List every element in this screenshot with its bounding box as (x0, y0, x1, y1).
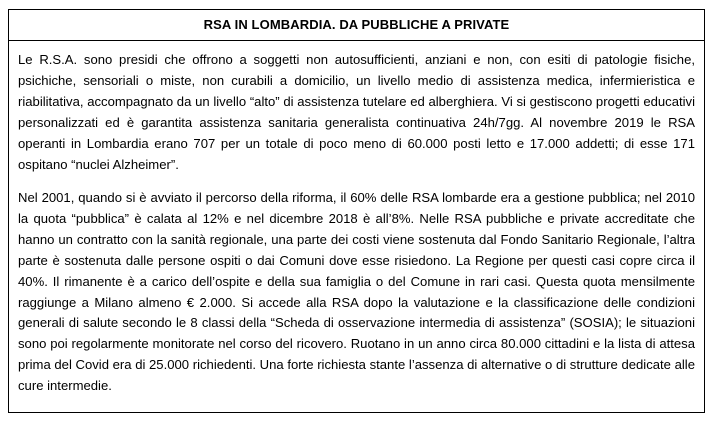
paragraph-history: Nel 2001, quando si è avviato il percorso della riforma, il 60% delle RSA lombarde era a gestione pubblica; nel 2010 la quota “pubblica” è calata al 12% e nel dicembre 2018 è all’8%. Nelle RSA pubbliche e private accreditate che hanno un contratto con la sanità regionale, una parte dei costi viene sostenuta dal Fondo Sanitario Regionale, l’altra parte è sostenuta dalle persone ospiti o dai Comuni dove esse risiedono. La Regione per questi casi copre circa il 40%. Il rimanente è a carico dell’ospite e della sua famiglia o del Comune in rari casi. Questa quota mensilmente raggiunge a Milano almeno € 2.000. Si accede alla RSA dopo la valutazione e la classificazione delle condizioni generali di salute secondo le 8 classi della “Scheda di osservazione intermedia di assistenza” (SOSIA); le situazioni sono poi regolarmente monitorate nel corso del ricovero. Ruotano in un anno circa 80.000 cittadini e la lista di attesa prima del Covid era di 25.000 richiedenti. Una forte richiesta stante l’assenza di alternative o di strutture dedicate alle cure intermedie. (18, 190, 695, 394)
paragraph-description: Le R.S.A. sono presidi che offrono a soggetti non autosufficienti, anziani e non, con esiti di patologie fisiche, psichiche, sensoriali o miste, non curabili a domicilio, un livello medio di assistenza medica, infermieristica e riabilitativa, accompagnato da un livello “alto” di assistenza tutelare ed alberghiera. Vi si gestiscono progetti educativi personalizzati ed è garantita assistenza sanitaria generalista continuativa 24h/7gg. Al novembre 2019 le RSA operanti in Lombardia erano 707 per un totale di poco meno di 60.000 posti letto e 17.000 addetti; di esse 171 ospitano “nuclei Alzheimer”. (18, 52, 695, 172)
title-divider (9, 40, 704, 41)
info-box (8, 9, 705, 413)
box-title: RSA IN LOMBARDIA. DA PUBBLICHE A PRIVATE (203, 17, 510, 32)
